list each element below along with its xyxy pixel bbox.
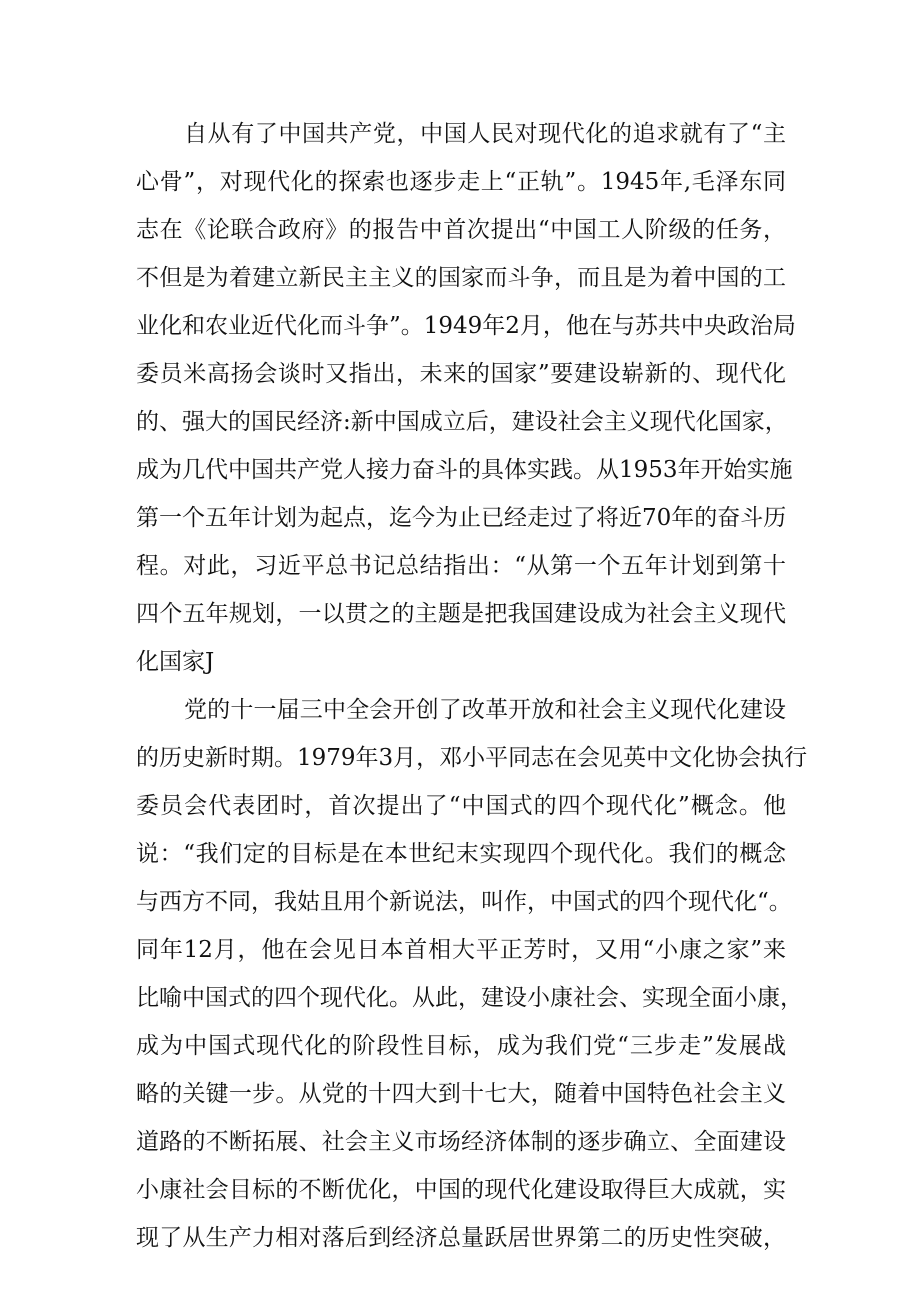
text-line: 成为几代中国共产党人接力奋斗的具体实践。从1953年开始实施 <box>136 457 793 483</box>
text-line: 小康社会目标的不断优化，中国的现代化建设取得巨大成就，实 <box>136 1177 786 1203</box>
paragraph-1 <box>136 110 796 686</box>
text-line: 委员米高扬会谈时又指出，未来的国家”要建设崭新的、现代化 <box>136 361 786 387</box>
body-text <box>136 110 808 1262</box>
text-line: 程。对此，习近平总书记总结指出：“从第一个五年计划到第十 <box>136 553 786 579</box>
text-line: 同年12月，他在会见日本首相大平正芳时，又用“小康之家”来 <box>136 937 786 963</box>
text-line: 四个五年规划，一以贯之的主题是把我国建设成为社会主义现代 <box>136 601 786 627</box>
text-line: 第一个五年计划为起点，迄今为止已经走过了将近70年的奋斗历 <box>136 505 787 531</box>
text-line: 略的关键一步。从党的十四大到十七大，随着中国特色社会主义 <box>136 1081 786 1107</box>
text-line: 化国家J <box>136 649 215 675</box>
text-line: 自从有了中国共产党，中国人民对现代化的追求就有了“主 <box>184 121 786 147</box>
text-line: 心骨”，对现代化的探索也逐步走上“正轨”。1945年,毛泽东同 <box>136 169 786 195</box>
text-line: 委员会代表团时，首次提出了“中国式的四个现代化”概念。他 <box>136 793 786 819</box>
text-line: 不但是为着建立新民主主义的国家而斗争，而且是为着中国的工 <box>136 265 786 291</box>
text-line: 成为中国式现代化的阶段性目标，成为我们党“三步走”发展战 <box>136 1033 786 1059</box>
text-line: 党的十一届三中全会开创了改革开放和社会主义现代化建设 <box>184 697 786 723</box>
text-line: 志在《论联合政府》的报告中首次提出“中国工人阶级的任务， <box>136 217 786 243</box>
text-line: 道路的不断拓展、社会主义市场经济体制的逐步确立、全面建设 <box>136 1129 786 1155</box>
text-line: 业化和农业近代化而斗争”。1949年2月，他在与苏共中央政治局 <box>136 313 796 339</box>
text-line: 比喻中国式的四个现代化。从此，建设小康社会、实现全面小康， <box>136 985 803 1011</box>
paragraph-2 <box>136 686 808 1262</box>
text-line: 的历史新时期。1979年3月，邓小平同志在会见英中文化协会执行 <box>136 745 808 771</box>
text-line: 与西方不同，我姑且用个新说法，叫作，中国式的四个现代化“。 <box>136 889 792 915</box>
text-line: 说：“我们定的目标是在本世纪末实现四个现代化。我们的概念 <box>136 841 786 867</box>
text-line: 的、强大的国民经济:新中国成立后，建设社会主义现代化国家， <box>136 409 788 435</box>
text-line: 现了从生产力相对落后到经济总量跃居世界第二的历史性突破， <box>136 1225 786 1251</box>
